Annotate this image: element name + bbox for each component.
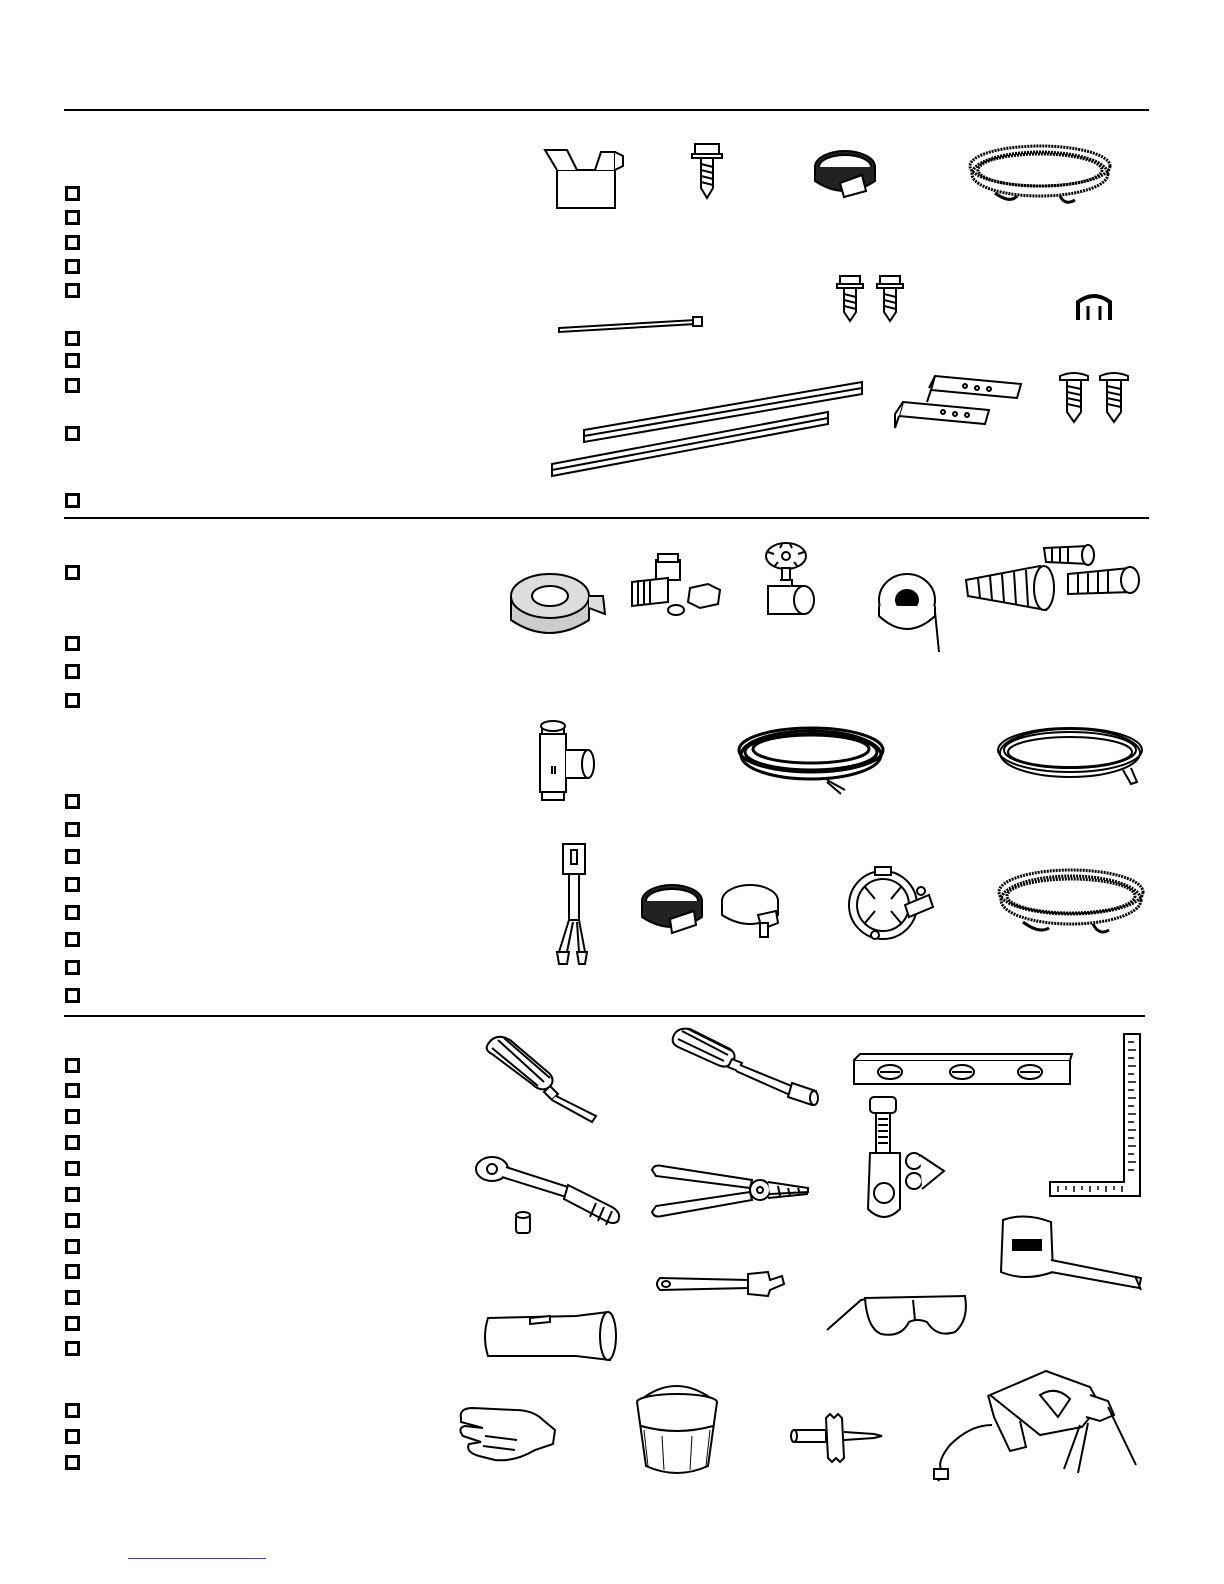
checkbox[interactable] [65,186,80,201]
plumbing-tape-icon [875,572,943,654]
level-icon [852,1052,1072,1088]
adjustable-wrench-icon [652,1268,787,1298]
checkbox[interactable] [65,1429,80,1444]
checkbox[interactable] [65,210,80,225]
checkbox[interactable] [65,235,80,250]
mounting-bracket-icon [893,372,1025,436]
power-cord-icon [735,722,890,797]
checkbox[interactable] [65,1403,80,1418]
cable-tie-icon [555,312,705,334]
checkbox[interactable] [65,877,80,892]
tape-measure-icon [995,1212,1145,1292]
clamps-icon [638,875,788,945]
checkbox[interactable] [65,1290,80,1305]
ratchet-socket-icon [472,1155,632,1237]
checkbox[interactable] [65,1239,80,1254]
power-drill-icon [930,1365,1145,1485]
top-rule [64,109,1149,111]
hose-clamp-icon [810,145,880,200]
side-trim-rail-icon [548,378,868,482]
checkbox[interactable] [65,1187,80,1202]
drain-hose-icon [965,138,1115,213]
checkbox[interactable] [65,259,80,274]
hex-screw-icon [690,138,724,200]
bracket-icon [535,140,630,212]
checkbox[interactable] [65,1135,80,1150]
wire-nuts-icon [960,540,1145,612]
gloves-icon [455,1400,560,1465]
screw-pair-icon [834,272,912,324]
checkbox[interactable] [65,905,80,920]
phillips-screwdriver-icon [480,1030,610,1125]
flashlight-icon [480,1310,620,1365]
shut-off-valve-icon [758,540,823,640]
flat-head-screw-pair-icon [1058,370,1138,426]
checkbox[interactable] [65,1316,80,1331]
checkbox[interactable] [65,822,80,837]
nut-driver-icon [668,1025,828,1110]
checkbox[interactable] [65,565,80,580]
hole-saw-icon [790,1410,885,1465]
pliers-icon [648,1160,813,1225]
checkbox[interactable] [65,849,80,864]
checkbox[interactable] [65,493,80,508]
section-divider-2 [64,1015,1145,1017]
y-branch-icon [555,840,595,968]
section-divider-1 [64,517,1149,519]
checkbox[interactable] [65,1213,80,1228]
checkbox[interactable] [65,1109,80,1124]
checkbox[interactable] [65,636,80,651]
strain-relief-clip-icon [1070,290,1118,324]
checkbox[interactable] [65,1264,80,1279]
bucket-icon [632,1380,722,1478]
checkbox[interactable] [65,932,80,947]
checkbox[interactable] [65,664,80,679]
checkbox[interactable] [65,988,80,1003]
elbow-fitting-icon [628,550,728,620]
checkbox[interactable] [65,693,80,708]
checkbox[interactable] [65,1083,80,1098]
checkbox[interactable] [65,283,80,298]
safety-glasses-icon [825,1292,970,1342]
checkbox[interactable] [65,1341,80,1356]
checkbox[interactable] [65,1058,80,1073]
checkbox[interactable] [65,1455,80,1470]
checkbox[interactable] [65,353,80,368]
checkbox[interactable] [65,378,80,393]
checkbox[interactable] [65,794,80,809]
water-line-icon [995,722,1147,792]
duct-tape-icon [505,568,610,648]
checkbox[interactable] [65,426,80,441]
tubing-cutter-icon [860,1093,950,1228]
footer-link-underline[interactable] [128,1558,266,1559]
junction-box-connector-icon [845,865,937,945]
checkbox[interactable] [65,960,80,975]
checkbox[interactable] [65,1161,80,1176]
supply-hose-icon [995,862,1150,942]
carpenters-square-icon [1048,1032,1143,1200]
checkbox[interactable] [65,331,80,346]
drain-tee-icon [528,720,600,805]
